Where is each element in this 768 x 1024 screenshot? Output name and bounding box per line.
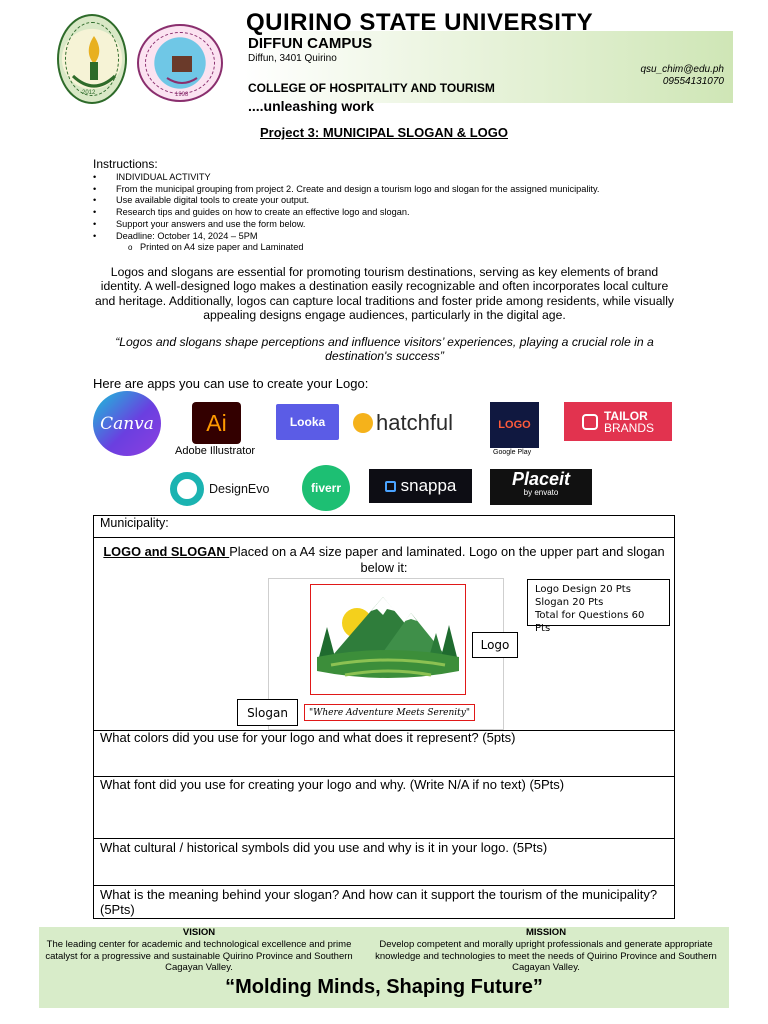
sample-slogan: "Where Adventure Meets Serenity" xyxy=(304,704,475,721)
adobe-illustrator-logo xyxy=(192,402,241,444)
vision-heading: VISION xyxy=(182,927,216,938)
looka-logo-text: Looka xyxy=(289,415,326,429)
seal-year: 2012 xyxy=(82,90,96,96)
designevo-logo xyxy=(170,467,274,511)
designevo-icon xyxy=(170,472,204,506)
tagline: ....unleashing work xyxy=(248,98,375,114)
question-colors: What colors did you use for your logo and what does it represent? (5pts) xyxy=(100,730,516,745)
mission-text: Develop competent and morally upright professionals and generate appropriate knowledge and technologies to meet the needs of Quirino Province and Southern Cagayan Valley. xyxy=(375,939,717,973)
row-divider xyxy=(93,838,675,839)
hatchful-logo-text: hatchful xyxy=(376,410,454,435)
vision-text: The leading center for academic and technological excellence and prime catalyst for a progressive and sustainable Quirino Province and Southern Cagayan Valley. xyxy=(45,939,353,973)
instructions-list xyxy=(93,172,599,254)
municipality-label: Municipality: xyxy=(100,516,169,530)
tailor-brands-icon xyxy=(582,414,598,430)
canva-logo-text: Canva xyxy=(100,413,154,434)
placeit-text: Placeit xyxy=(511,469,571,489)
instructions-heading: Instructions: xyxy=(93,157,158,171)
instruction-subitem: o Printed on A4 size paper and Laminated xyxy=(93,242,599,254)
question-slogan-meaning: What is the meaning behind your slogan? And how can it support the tourism of the municipality? (5Pts) xyxy=(100,887,658,917)
campus-address: Diffun, 3401 Quirino xyxy=(248,53,337,64)
instruction-item: • Use available digital tools to create your output. xyxy=(93,195,599,207)
slogan-callout: Slogan xyxy=(237,699,298,726)
intro-paragraph: Logos and slogans are essential for promoting tourism destinations, serving as key elements of brand identity. A well-designed logo makes a destination easily recognizable and often incorporates local culture and heritage. Additionally, logos can capture local traditions and foster pride among residents, while visually appealing designs engage audiences, particularly in the digital age. xyxy=(94,265,674,322)
tailor-brands-logo xyxy=(564,402,672,441)
placeit-subtext: by envato xyxy=(523,488,559,497)
contact-phone: 09554131070 xyxy=(662,76,724,87)
instruction-item: • Deadline: October 14, 2024 – 5PM xyxy=(93,231,599,243)
snappa-logo xyxy=(369,469,472,503)
logo-slogan-bold: LOGO and SLOGAN xyxy=(103,544,230,559)
mission-heading: MISSION xyxy=(525,927,567,938)
college-name: COLLEGE OF HOSPITALITY AND TOURISM xyxy=(248,81,495,95)
row-divider xyxy=(93,885,675,886)
hatchful-bird-icon xyxy=(353,413,373,433)
logo-maker-logo xyxy=(490,402,539,448)
intro-quote: “Logos and slogans shape perceptions and influence visitors’ experiences, playing a crucial role in a destination's success” xyxy=(115,335,654,364)
snappa-icon xyxy=(385,481,396,492)
motto: “Molding Minds, Shaping Future” xyxy=(225,976,543,998)
ai-logo-text: Ai xyxy=(206,409,227,436)
fiverr-logo xyxy=(302,465,350,511)
logo-maker-text: LOGO xyxy=(498,419,531,431)
points-line: Slogan 20 Pts xyxy=(535,597,604,608)
adobe-illustrator-caption: Adobe Illustrator xyxy=(175,445,256,457)
instruction-item: • Support your answers and use the form below. xyxy=(93,219,599,231)
college-seal xyxy=(137,24,223,102)
placeit-logo xyxy=(490,469,592,505)
contact-info xyxy=(640,64,724,88)
tailor-line1: TAILOR xyxy=(603,408,648,423)
logo-highlight-box xyxy=(310,584,466,695)
logo-slogan-instruction xyxy=(93,544,675,575)
college-seal-year: 1998 xyxy=(175,92,189,98)
row-divider xyxy=(93,537,675,538)
campus-name: DIFFUN CAMPUS xyxy=(248,35,373,52)
question-symbols: What cultural / historical symbols did you use and why is it in your logo. (5Pts) xyxy=(100,840,548,855)
question-font: What font did you use for creating your logo and why. (Write N/A if no text) (5Pts) xyxy=(100,777,565,792)
hatchful-logo xyxy=(353,405,470,441)
google-play-caption: Google Play xyxy=(493,449,532,456)
looka-logo xyxy=(276,404,339,440)
project-title: Project 3: MUNICIPAL SLOGAN & LOGO xyxy=(260,125,508,140)
points-line: Total for Questions 60 Pts xyxy=(535,610,645,634)
designevo-text: DesignEvo xyxy=(209,482,270,496)
instruction-item: • From the municipal grouping from project 2. Create and design a tourism logo and slogan for the assigned municipality. xyxy=(93,184,599,196)
logo-slogan-rest: Placed on a A4 size paper and laminated. Logo on the upper part and slogan below it: xyxy=(229,544,665,575)
university-name: QUIRINO STATE UNIVERSITY xyxy=(246,9,594,36)
instruction-item: • INDIVIDUAL ACTIVITY xyxy=(93,172,599,184)
logo-callout: Logo xyxy=(472,632,518,658)
university-seal xyxy=(57,14,127,104)
mountain-logo-icon xyxy=(311,585,465,694)
points-box xyxy=(527,579,670,634)
contact-email: qsu_chim@edu.ph xyxy=(640,64,724,75)
tailor-line2: BRANDS xyxy=(603,420,654,435)
instruction-item: • Research tips and guides on how to create an effective logo and slogan. xyxy=(93,207,599,219)
fiverr-text: fiverr xyxy=(310,481,342,495)
snappa-text: snappa xyxy=(400,476,457,495)
points-line: Logo Design 20 Pts xyxy=(535,584,631,595)
canva-logo xyxy=(93,391,161,456)
apps-heading: Here are apps you can use to create your Logo: xyxy=(93,376,369,391)
